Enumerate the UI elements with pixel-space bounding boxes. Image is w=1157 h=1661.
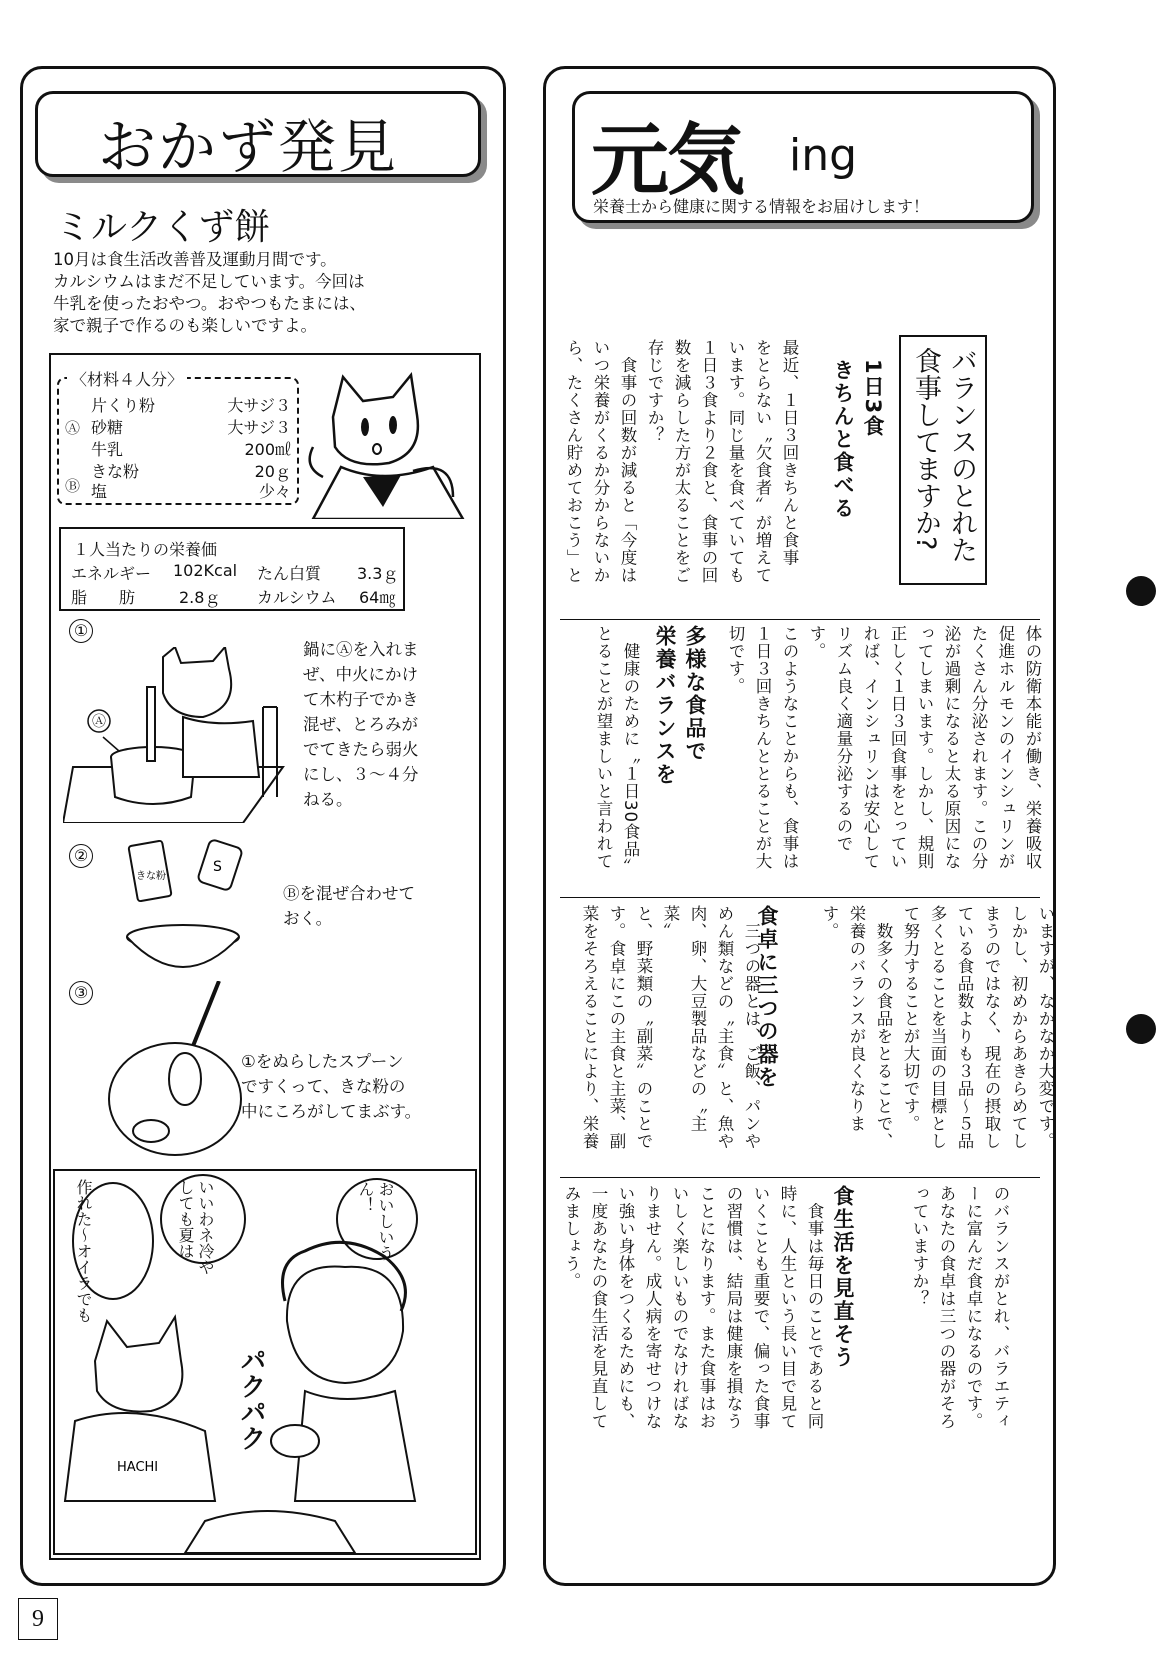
nutrition-box: １人当たりの栄養価 エネルギー 102Kcal たん白質 3.3ｇ 脂 肪 2.8ｇ カルシウム 64㎎ [59, 527, 405, 611]
genki-subtitle: 栄養士から健康に関する情報をお届けします！ [593, 197, 930, 216]
materials-box [57, 370, 299, 505]
speech-bubble-2: いいわネ冷やしても夏は [176, 1179, 215, 1275]
material-item: きな粉 20ｇ [91, 462, 291, 481]
speech-bubble-3: おいしいうん！ [356, 1181, 395, 1261]
comic-panel [53, 1169, 477, 1555]
section-heading-2: 多様な食品で 栄養バランスを [653, 625, 707, 786]
section-body-1: 最近、１日３回きちんと食事 をとらない〝欠食者〟が増えて います。同じ量を食べていても １日３食より２食と、食事の回 数を減らした方が太ることをご 存じですか？ 食事の回数が減ると「今度は いつ栄養がくるか分からないか ら、たくさん貯めておこう」と [564, 339, 799, 584]
mixing-bowl-illustration [113, 837, 263, 977]
fat-value: 2.8ｇ [179, 588, 221, 607]
page-number: 9 [18, 1598, 58, 1640]
binding-hole [1126, 1014, 1156, 1044]
cat-chef-illustration [293, 367, 473, 519]
genki-title-ing: ing [789, 130, 858, 181]
band-divider [560, 897, 1040, 898]
binding-hole [1126, 576, 1156, 606]
step-3-number: ③ [69, 981, 93, 1005]
okazu-title-box [35, 91, 481, 181]
section-body-4: 食事は毎日のことであると同 時に、人生という長い目で見て いくことも重要で、偏った食事 の習慣は、結局は健康を損なう ことになります。また食事はお いしく楽しいものでなければな りません。成人病を寄せつけな い強い身体をつくるためにも、 一度あなたの食生活を見直して みましょう。 [562, 1185, 824, 1430]
group-b-label: Ⓑ [65, 477, 81, 495]
section-body-2-cont: いますが、なかなか大変です。 しかし、初めからあきらめてし まうのではなく、現在の摂取し ている食品数よりも３品～５品 多くとることを当面の目標とし て努力することが大切です。 数多くの食品をとることで、 栄養のバランスが良くなります。 [820, 905, 1055, 1150]
section-heading-3: 食卓に三つの器を [755, 905, 779, 1089]
apron-label: HACHI [117, 1460, 159, 1475]
step-1-text: 鍋にⒶを入れま ぜ、中火にかけ て木杓子でかき 混ぜ、とろみが でてきたら弱火 にし、３～４分 ねる。 [303, 640, 419, 809]
material-item: 砂糖 大サジ３ [91, 418, 291, 437]
genki-title-box [572, 91, 1034, 223]
label-a: Ⓐ [92, 714, 106, 730]
section-body-2: 健康のために〝１日30食品〟 とることが望ましいと言われて [594, 625, 640, 876]
comic-characters [55, 1171, 475, 1553]
step-2-number: ② [69, 844, 93, 868]
salt-shaker-label: S [213, 859, 222, 875]
speech-bubble-1: 作れた～オイラでも [74, 1179, 93, 1323]
calcium-value: 64㎎ [359, 588, 396, 607]
kinako-packet-label: きな粉 [136, 871, 166, 882]
section-body-1-cont: 体の防衛本能が働き、栄養吸収 促進ホルモンのインシュリンが たくさん分泌されます。この分 泌が過剰になると太る原因にな ってしまいます。しかし、規則 正しく１日３回食事をとってい れば、インシュリンは安心して リズム良く適量分泌するのです。 このようなことからも、食事は １日３回きちんととることが大 切です。 [726, 625, 1042, 870]
group-a-label: Ⓐ [65, 419, 81, 437]
nutrition-heading: １人当たりの栄養価 [73, 540, 218, 559]
material-item: 塩 少々 [91, 482, 291, 501]
section-heading-4: 食生活を見直そう [831, 1185, 855, 1369]
recipe-intro: 10月は食生活改善普及運動月間です。 カルシウムはまだ不足しています。今回は 牛乳を使ったおやつ。おやつもたまには、 家で親子で作るのも楽しいですよ。 [53, 250, 366, 335]
okazu-title: おかず発見 [98, 113, 399, 181]
cooking-pot-illustration [63, 647, 303, 823]
band-divider [560, 619, 1040, 620]
feature-title: バランスのとれた 食事してますか? [910, 347, 977, 563]
material-item: 片くり粉 大サジ３ [91, 396, 291, 415]
coating-illustration [103, 981, 243, 1157]
section-body-3: 三つの器とは、ご飯、パンや めん類などの〝主食〟と、魚や 肉、卵、大豆製品などの〝主菜〟 と、野菜類の〝副菜〟のことで す。食卓にこの主食と主菜、副 菜をそろえることにより、栄養 [580, 905, 761, 1150]
okazu-panel [20, 66, 506, 1586]
section-heading-1: 1日3食 きちんと食べる [831, 359, 885, 520]
step-1-number: ① [69, 619, 93, 643]
energy-value: 102Kcal [173, 561, 238, 580]
feature-title-box [899, 335, 987, 585]
materials-heading: 〈材料４人分〉 [67, 367, 187, 390]
genki-panel [543, 66, 1056, 1586]
band-divider [560, 1177, 1040, 1178]
section-body-3-cont: のバランスがとれ、バラエティ ーに富んだ食卓になるのです。 あなたの食卓は三つの器がそろ っていますか？ [910, 1185, 1010, 1430]
recipe-name: ミルクくず餅 [55, 207, 271, 248]
material-item: 牛乳 200㎖ [91, 440, 291, 459]
protein-value: 3.3ｇ [357, 564, 399, 583]
step-2-text: Ⓑを混ぜ合わせて おく。 [283, 884, 415, 928]
step-3-text: ①をぬらしたスプーン ですくって、きな粉の 中にころがしてまぶす。 [241, 1052, 422, 1121]
sfx-text: パクパク [236, 1347, 266, 1451]
genki-title: 元気 [591, 116, 744, 206]
